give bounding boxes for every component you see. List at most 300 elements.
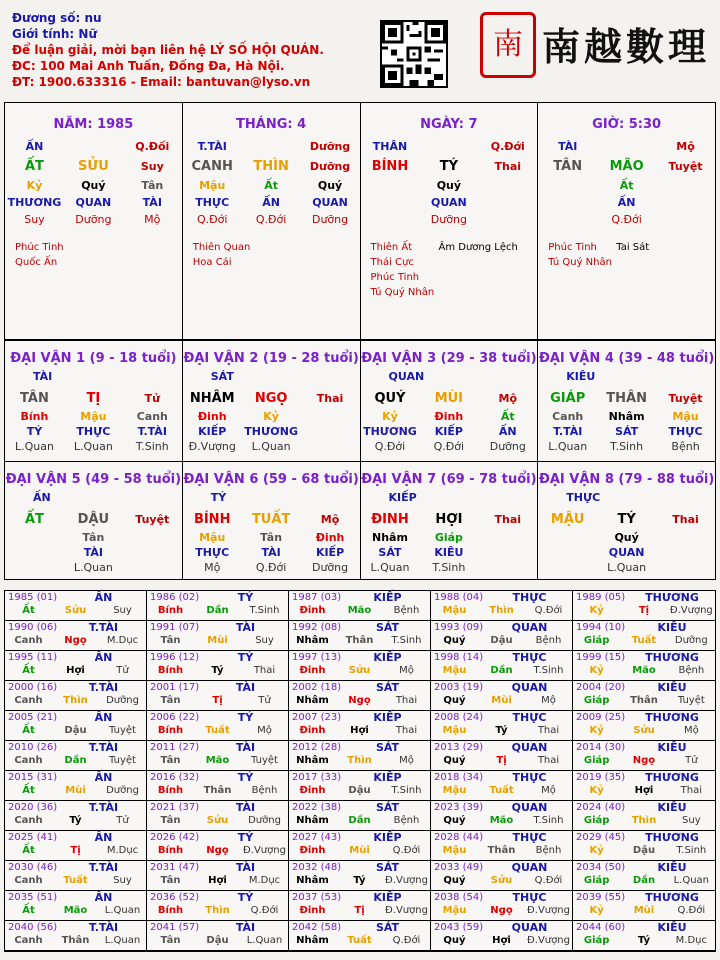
year-cell (5, 831, 147, 861)
year-pillar (431, 604, 572, 617)
year-pillar (289, 724, 430, 737)
hidden-ten-god (656, 194, 715, 211)
year-cell (431, 801, 573, 831)
year-stem: Đinh (299, 785, 326, 796)
hidden-ten-god: TÝ (26, 425, 43, 438)
year-star: KIẾP (373, 891, 402, 904)
year-head (289, 861, 430, 874)
year-cell (431, 921, 573, 951)
hidden-stem-row (5, 194, 182, 211)
year-cell (573, 741, 715, 771)
year-pillar (431, 664, 572, 677)
year-pillar (147, 754, 288, 767)
hidden-stage: Q.Đới (611, 213, 642, 226)
year-branch: Thìn (347, 755, 372, 766)
pillar-notes (548, 240, 715, 270)
year-label: 1985 (01) (8, 592, 58, 603)
year-label: 2033 (49) (434, 862, 484, 873)
year-head (289, 711, 430, 724)
dai-van-row-2 (4, 462, 716, 580)
year-star: ẤN (94, 771, 113, 784)
hidden-stage: Dưỡng (489, 440, 526, 453)
year-label: 2021 (37) (150, 802, 200, 813)
year-head (431, 711, 572, 724)
hidden-ten-god (478, 545, 537, 560)
year-star: SÁT (375, 801, 400, 814)
life-stage: Dưỡng (309, 160, 351, 173)
year-star: ẤN (94, 831, 113, 844)
hidden-ten-god (538, 545, 597, 560)
note-row (15, 240, 182, 255)
year-head (431, 801, 572, 814)
year-star: THƯƠNG (645, 771, 699, 784)
year-cell (5, 681, 147, 711)
year-label: 1999 (15) (576, 652, 626, 663)
year-stem: Quý (443, 815, 466, 826)
year-star: KIẾP (373, 831, 402, 844)
year-stem: Nhâm (296, 875, 329, 886)
hidden-ten-god: SÁT (615, 425, 639, 438)
note-row (193, 240, 360, 255)
year-stage: Q.Đới (677, 905, 706, 916)
year-label: 2001 (17) (150, 682, 200, 693)
year-head (147, 801, 288, 814)
hidden-stem (301, 409, 360, 424)
year-pillar (289, 844, 430, 857)
hidden-ten-god: THƯƠNG (363, 425, 417, 438)
hidden-stem: Nhâm (371, 531, 408, 544)
ten-god (64, 138, 123, 155)
year-stage: Thai (395, 725, 418, 736)
year-label: 2013 (29) (434, 742, 484, 753)
year-cell (431, 861, 573, 891)
contact-note: Để luận giải, mời bạn liên hệ LÝ SỐ HỘI QUÁN. (12, 43, 324, 57)
year-stage: L.Quan (104, 935, 141, 946)
year-branch: Tị (212, 695, 223, 706)
year-cell (431, 621, 573, 651)
year-head (573, 651, 715, 664)
year-stem: Nhâm (296, 635, 329, 646)
year-stage: Tử (685, 755, 698, 766)
pillar-top-row (183, 138, 360, 155)
year-head (573, 591, 715, 604)
note-row (371, 240, 538, 255)
year-star: QUAN (511, 801, 548, 814)
hidden-ten-god: THỰC (195, 546, 230, 559)
year-branch: Sửu (64, 605, 87, 616)
star-note: Phúc Tinh (370, 272, 420, 283)
year-stage: Q.Đới (250, 905, 279, 916)
ten-god: Q.Đối (135, 140, 170, 153)
year-branch: Dậu (632, 845, 656, 856)
year-pillar (147, 784, 288, 797)
year-head (431, 861, 572, 874)
brand-logo (478, 12, 718, 84)
year-head (5, 891, 146, 904)
year-stem: Canh (14, 635, 43, 646)
year-stage: Bệnh (535, 635, 562, 646)
year-stage: L.Quan (246, 935, 283, 946)
year-label: 2038 (54) (434, 892, 484, 903)
hidden-stem (538, 530, 597, 545)
hidden-stage: Q.Đới (196, 213, 228, 226)
dai-van-star: TÀI (33, 370, 53, 383)
year-stem: Đinh (299, 605, 326, 616)
year-stem: Giáp (583, 695, 610, 706)
pillar-notes (371, 240, 538, 300)
year-star: QUAN (511, 921, 548, 934)
year-star: KIÊU (657, 921, 687, 934)
year-stage: Q.Đới (534, 875, 563, 886)
annual-luck-grid (4, 590, 716, 952)
note-row (15, 255, 182, 270)
year-star: THƯƠNG (645, 591, 699, 604)
hidden-stem: Kỷ (382, 410, 398, 423)
year-head (431, 591, 572, 604)
year-pillar (573, 634, 715, 647)
hidden-stem (123, 530, 182, 545)
owner-name: Đương số: nu (12, 11, 102, 25)
earthly-branch: TỊ (86, 391, 101, 406)
dai-van-6 (183, 462, 361, 579)
life-stage: Thai (316, 392, 344, 405)
year-stage: Thai (253, 665, 276, 676)
hidden-stem: Tân (141, 179, 164, 192)
year-head (289, 771, 430, 784)
year-stem: Giáp (583, 755, 610, 766)
year-cell (289, 681, 431, 711)
year-star: KIÊU (657, 861, 687, 874)
year-label: 1995 (11) (8, 652, 58, 663)
year-stage: Tuyệt (251, 755, 278, 766)
heavenly-stem: ẤT (24, 512, 44, 527)
ten-god: T.TÀI (197, 140, 227, 153)
year-star: SÁT (375, 921, 400, 934)
year-cell (431, 591, 573, 621)
year-pillar (431, 814, 572, 827)
dai-van-7 (361, 462, 539, 579)
year-branch: Sửu (633, 725, 655, 736)
year-label: 2032 (48) (292, 862, 342, 873)
year-pillar (289, 754, 430, 767)
year-branch: Dần (206, 605, 229, 616)
year-star: ẤN (94, 591, 113, 604)
year-head (289, 651, 430, 664)
year-branch: Dậu (206, 935, 229, 946)
year-stage: Bệnh (251, 785, 278, 796)
hidden-stage (301, 439, 360, 454)
year-pillar (573, 754, 715, 767)
year-stage: Mộ (683, 725, 699, 736)
earthly-branch: TÝ (617, 512, 636, 527)
ten-god (242, 138, 301, 155)
heavenly-stem: BÍNH (371, 159, 409, 174)
year-branch: Dần (64, 755, 87, 766)
pillar-0 (5, 103, 183, 339)
year-cell (573, 681, 715, 711)
year-head (147, 891, 288, 904)
ten-god: Q.Đới (490, 140, 525, 153)
hidden-ten-god: THỰC (195, 196, 230, 209)
hidden-stage: L.Quan (251, 440, 291, 453)
year-stem: Giáp (583, 815, 610, 826)
year-cell (289, 741, 431, 771)
year-stem: Canh (14, 815, 43, 826)
hidden-stage: L.Quan (73, 561, 113, 574)
dai-van-star: TÝ (210, 491, 227, 504)
year-star: TÀI (235, 741, 256, 754)
hidden-stem: Ất (264, 179, 278, 192)
year-stage: M.Dục (106, 635, 139, 646)
hidden-stem-row (183, 194, 360, 211)
year-label: 2022 (38) (292, 802, 342, 813)
hidden-stage: T.Sinh (135, 440, 169, 453)
year-head (5, 681, 146, 694)
year-label: 1987 (03) (292, 592, 342, 603)
dai-van-main (538, 389, 715, 454)
year-branch: Ngọ (348, 695, 371, 706)
year-star: THỰC (512, 711, 547, 724)
year-head (573, 921, 715, 934)
year-branch: Dần (490, 665, 513, 676)
year-star: THỰC (512, 831, 547, 844)
year-star: TÀI (235, 801, 256, 814)
year-pillar (289, 634, 430, 647)
star-note-2: Tai Sát (616, 242, 650, 253)
hidden-stem-row (538, 177, 715, 194)
year-pillar (573, 874, 715, 887)
hidden-ten-god: THỰC (76, 425, 111, 438)
year-stage: Tử (116, 815, 129, 826)
hidden-stem (478, 177, 537, 194)
year-pillar (5, 904, 146, 917)
year-pillar (431, 694, 572, 707)
year-branch: Ngọ (64, 635, 87, 646)
year-stage: Dưỡng (248, 815, 281, 826)
hidden-ten-god: SÁT (378, 546, 402, 559)
year-stage: Thai (680, 785, 702, 796)
year-stem: Kỷ (589, 665, 604, 676)
year-pillar (289, 874, 430, 887)
dai-van-3 (361, 341, 539, 461)
year-label: 1991 (07) (150, 622, 200, 633)
ten-god (597, 138, 656, 155)
year-stem: Canh (14, 875, 43, 886)
year-stage: Đ.Vượng (527, 905, 570, 916)
dai-van-5 (5, 462, 183, 579)
year-stage: Tử (258, 695, 271, 706)
year-label: 2024 (40) (576, 802, 626, 813)
dai-van-title: ĐẠI VẬN 5 (49 - 58 tuổi) (5, 472, 182, 487)
year-head (289, 831, 430, 844)
year-head (5, 801, 146, 814)
pillar-top-row (5, 138, 182, 155)
year-stem: Tân (160, 935, 181, 946)
year-pillar (5, 664, 146, 677)
hidden-stem: Canh (136, 410, 168, 423)
year-stem: Đinh (299, 905, 326, 916)
hidden-stem: Quý (317, 179, 343, 192)
year-star: THỰC (512, 651, 547, 664)
year-cell (573, 651, 715, 681)
dai-van-star: QUAN (388, 370, 425, 383)
earthly-branch: THÂN (606, 391, 647, 406)
year-stage: Mộ (399, 755, 414, 766)
year-label: 2008 (24) (434, 712, 484, 723)
year-pillar (573, 844, 715, 857)
year-stage: Mộ (399, 665, 414, 676)
year-head (147, 591, 288, 604)
dai-van-2 (183, 341, 361, 461)
year-branch: Thân (487, 845, 516, 856)
year-head (573, 711, 715, 724)
year-stem: Tân (160, 635, 181, 646)
year-pillar (431, 844, 572, 857)
hidden-stage: Q.Đới (255, 213, 287, 226)
pillar-main-row (361, 157, 538, 177)
year-head (147, 861, 288, 874)
year-stage: M.Dục (675, 935, 707, 946)
year-cell (431, 711, 573, 741)
hidden-stem: Kỷ (263, 410, 279, 423)
year-head (147, 681, 288, 694)
dai-van-star: THỰC (566, 491, 601, 504)
dai-van-1 (5, 341, 183, 461)
year-head (289, 891, 430, 904)
year-stem: Nhâm (296, 755, 329, 766)
year-star: THỰC (512, 771, 547, 784)
year-branch: Tị (354, 905, 365, 916)
pillar-top-row (538, 138, 715, 155)
year-stem: Tân (160, 815, 181, 826)
hidden-stem-row (361, 211, 538, 228)
dai-van-star: KIÊU (566, 370, 596, 383)
year-cell (431, 831, 573, 861)
year-head (147, 651, 288, 664)
year-head (431, 771, 572, 784)
hidden-ten-god: TÀI (142, 196, 162, 209)
ten-god: ẤN (25, 140, 44, 153)
year-stem: Nhâm (296, 935, 329, 946)
year-label: 2029 (45) (576, 832, 626, 843)
hidden-ten-god: THỰC (668, 425, 703, 438)
year-cell (5, 921, 147, 951)
hidden-stage: T.Sinh (432, 561, 466, 574)
hidden-ten-god: QUAN (608, 546, 645, 559)
hidden-stage: L.Quan (370, 561, 410, 574)
hidden-ten-god: T.TÀI (137, 425, 167, 438)
year-branch: Hợi (350, 725, 369, 736)
hidden-stem (656, 177, 715, 194)
hidden-stage (538, 560, 597, 575)
year-stem: Bính (157, 845, 184, 856)
earthly-branch: HỢI (435, 512, 463, 527)
pillar-main-row (183, 157, 360, 177)
hidden-stem-row (538, 211, 715, 228)
dai-van-4 (538, 341, 715, 461)
year-head (147, 621, 288, 634)
pillar-main-row (5, 157, 182, 177)
year-pillar (431, 784, 572, 797)
hidden-stage: Mộ (144, 213, 161, 226)
life-stage: Tuyệt (668, 392, 703, 405)
year-branch: Tý (211, 665, 224, 676)
hidden-stage: Suy (24, 213, 45, 226)
year-label: 2016 (32) (150, 772, 200, 783)
year-stage: Bệnh (393, 815, 420, 826)
year-branch: Tuất (63, 875, 88, 886)
year-label: 2007 (23) (292, 712, 342, 723)
year-pillar (5, 814, 146, 827)
year-cell (573, 621, 715, 651)
hidden-ten-god: QUAN (431, 196, 467, 209)
year-stem: Kỷ (589, 905, 604, 916)
year-stem: Kỷ (589, 845, 604, 856)
year-star: KIÊU (657, 681, 687, 694)
year-star: THƯƠNG (645, 831, 699, 844)
year-head (5, 741, 146, 754)
year-stage: Suy (113, 875, 132, 886)
heavenly-stem: BÍNH (193, 512, 231, 527)
hidden-stage (478, 560, 537, 575)
hidden-ten-god: QUAN (312, 196, 348, 209)
year-cell (147, 651, 289, 681)
year-stage: Dưỡng (106, 785, 139, 796)
year-stage: Dưỡng (106, 695, 139, 706)
year-branch: Ngọ (490, 905, 513, 916)
year-cell (289, 921, 431, 951)
year-star: QUAN (511, 741, 548, 754)
year-branch: Sửu (348, 665, 371, 676)
year-star: TÀI (235, 861, 256, 874)
year-pillar (289, 664, 430, 677)
year-label: 2039 (55) (576, 892, 626, 903)
gender: Giới tính: Nữ (12, 27, 97, 41)
dai-van-row-1 (4, 340, 716, 462)
year-cell (5, 591, 147, 621)
year-label: 2040 (56) (8, 922, 58, 933)
dai-van-title: ĐẠI VẬN 1 (9 - 18 tuổi) (10, 351, 177, 366)
year-head (573, 801, 715, 814)
year-pillar (573, 934, 715, 947)
year-label: 2009 (25) (576, 712, 626, 723)
year-pillar (573, 904, 715, 917)
year-star: KIÊU (657, 741, 687, 754)
year-star: THỰC (512, 591, 547, 604)
year-stem: Ất (22, 845, 35, 856)
year-stem: Kỷ (589, 605, 604, 616)
year-label: 2023 (39) (434, 802, 484, 813)
year-branch: Mùi (633, 905, 655, 916)
year-branch: Tuất (489, 785, 514, 796)
hidden-stem: Đinh (434, 410, 464, 423)
year-star: SÁT (375, 681, 400, 694)
year-branch: Sửu (490, 875, 513, 886)
star-note: Quốc Ấn (15, 257, 58, 268)
year-pillar (573, 784, 715, 797)
star-note: Tú Quý Nhân (370, 287, 435, 298)
year-stage: Bệnh (535, 845, 562, 856)
year-star: KIÊU (657, 621, 687, 634)
year-branch: Hợi (492, 935, 511, 946)
year-label: 1998 (14) (434, 652, 484, 663)
year-head (5, 621, 146, 634)
hidden-stem (478, 530, 537, 545)
address: ĐC: 100 Mai Anh Tuấn, Đống Đa, Hà Nội. (12, 59, 285, 73)
year-stage: Thai (537, 755, 560, 766)
hidden-stem: Tân (260, 531, 283, 544)
hidden-stem-row (538, 194, 715, 211)
